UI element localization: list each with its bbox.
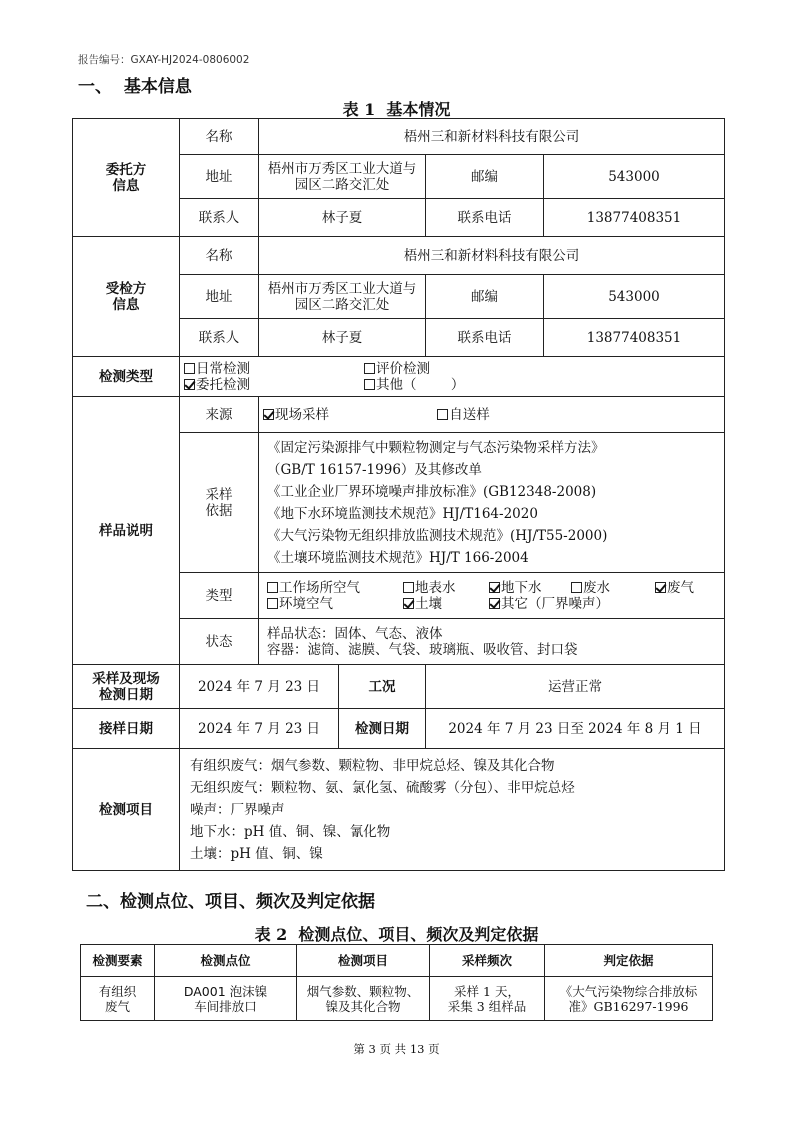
checkbox-icon (489, 598, 500, 609)
condition: 运营正常 (426, 665, 725, 709)
option-workplace-air: 工作场所空气 (267, 580, 403, 596)
inspected-name-label: 名称 (180, 237, 259, 275)
client-address: 梧州市万秀区工业大道与园区二路交汇处 (259, 155, 426, 199)
sample-type-options (259, 573, 725, 619)
cell-basis: 《大气污染物综合排放标 准》GB16297-1996 (545, 977, 713, 1021)
header-point: 检测点位 (155, 945, 297, 977)
basis-line: （GB/T 16157-1996）及其修改单 (267, 461, 482, 478)
test-item-line: 有组织废气：烟气参数、颗粒物、非甲烷总烃、镍及其化合物 (190, 757, 555, 774)
test-item-line: 土壤：pH 值、铜、镍 (190, 845, 323, 862)
option-wastewater: 废水 (571, 580, 655, 596)
source-options (259, 397, 725, 433)
table-2-title: 表 2 检测点位、项目、频次及判定依据 (254, 925, 539, 944)
checkbox-icon (403, 598, 414, 609)
test-item-line: 地下水：pH 值、铜、镍、氰化物 (190, 823, 391, 840)
option-onsite-sampling: 现场采样 (263, 407, 433, 423)
basis-line: 《地下水环境监测技术规范》HJ/T164-2020 (267, 505, 538, 522)
client-name-label: 名称 (180, 119, 259, 155)
sample-description-label: 样品说明 (73, 397, 180, 665)
header-basis: 判定依据 (545, 945, 713, 977)
inspected-contact-label: 联系人 (180, 319, 259, 357)
option-waste-gas: 废气 (655, 580, 715, 596)
basis-line: 《土壤环境监测技术规范》HJ/T 166-2004 (267, 549, 529, 566)
header-items: 检测项目 (297, 945, 430, 977)
sampling-basis (259, 433, 725, 573)
sample-state (259, 619, 725, 665)
sampling-basis-label: 采样 依据 (180, 433, 259, 573)
inspected-phone: 13877408351 (544, 319, 725, 357)
sample-type-label: 类型 (180, 573, 259, 619)
option-soil: 土壤 (403, 596, 489, 612)
checkbox-icon (263, 409, 274, 420)
checkbox-icon (267, 582, 278, 593)
test-item-line: 无组织废气：颗粒物、氨、氯化氢、硫酸雾（分包）、非甲烷总烃 (190, 779, 575, 796)
checkbox-icon (655, 582, 666, 593)
option-commissioned: 委托检测 (184, 377, 364, 393)
checkbox-icon (184, 379, 195, 390)
option-ambient-air: 环境空气 (267, 596, 403, 612)
client-phone: 13877408351 (544, 199, 725, 237)
cell-items: 烟气参数、颗粒物、 镍及其化合物 (297, 977, 430, 1021)
cell-point: DA001 泡沫镍 车间排放口 (155, 977, 297, 1021)
client-contact-label: 联系人 (180, 199, 259, 237)
condition-label: 工况 (339, 665, 426, 709)
page-footer: 第 3 页 共 13 页 (353, 1042, 440, 1056)
option-groundwater: 地下水 (489, 580, 571, 596)
checkbox-icon (489, 582, 500, 593)
client-address-label: 地址 (180, 155, 259, 199)
checkbox-icon (184, 363, 195, 374)
basis-line: 《工业企业厂界环境噪声排放标准》(GB12348-2008) (267, 483, 597, 500)
sample-state-label: 状态 (180, 619, 259, 665)
checkbox-icon (364, 363, 375, 374)
table-row (81, 977, 713, 1021)
monitoring-points-table (80, 944, 713, 1021)
checkbox-icon (403, 582, 414, 593)
basis-line: 《大气污染物无组织排放监测技术规范》(HJ/T55-2000) (267, 527, 608, 544)
option-evaluation: 评价检测 (364, 361, 544, 377)
header-element: 检测要素 (81, 945, 155, 977)
test-item-line: 噪声：厂界噪声 (190, 801, 285, 818)
client-zip-label: 邮编 (426, 155, 544, 199)
option-other: 其他（ ） (364, 377, 544, 393)
option-self-delivered: 自送样 (437, 407, 490, 423)
report-number: 报告编号：GXAY-HJ2024-0806002 (78, 54, 250, 66)
table-1-title: 表 1 基本情况 (342, 100, 451, 119)
client-name: 梧州三和新材料科技有限公司 (259, 119, 725, 155)
source-label: 来源 (180, 397, 259, 433)
cell-element: 有组织 废气 (81, 977, 155, 1021)
container-line: 容器：滤筒、滤膜、气袋、玻璃瓶、吸收管、封口袋 (267, 641, 578, 658)
header-frequency: 采样频次 (430, 945, 545, 977)
inspected-contact: 林子夏 (259, 319, 426, 357)
client-zip: 543000 (544, 155, 725, 199)
basic-info-table (72, 118, 725, 871)
option-surface-water: 地表水 (403, 580, 489, 596)
inspected-address-label: 地址 (180, 275, 259, 319)
test-items-label: 检测项目 (73, 749, 180, 871)
client-info-label: 委托方 信息 (73, 119, 180, 237)
receive-date-label: 接样日期 (73, 709, 180, 749)
basis-line: 《固定污染源排气中颗粒物测定与气态污染物采样方法》 (267, 439, 605, 456)
inspected-zip-label: 邮编 (426, 275, 544, 319)
sample-state-line: 样品状态：固体、气态、液体 (267, 625, 443, 642)
checkbox-icon (437, 409, 448, 420)
option-other-noise: 其它（厂界噪声） (489, 596, 715, 612)
checkbox-icon (571, 582, 582, 593)
test-date-label: 检测日期 (339, 709, 426, 749)
checkbox-icon (267, 598, 278, 609)
inspected-zip: 543000 (544, 275, 725, 319)
test-type-options (180, 357, 725, 397)
client-contact: 林子夏 (259, 199, 426, 237)
option-routine: 日常检测 (184, 361, 364, 377)
section-1-heading: 一、 基本信息 (78, 77, 192, 97)
test-date: 2024 年 7 月 23 日至 2024 年 8 月 1 日 (426, 709, 725, 749)
receive-date: 2024 年 7 月 23 日 (180, 709, 339, 749)
test-type-label: 检测类型 (73, 357, 180, 397)
inspected-name: 梧州三和新材料科技有限公司 (259, 237, 725, 275)
inspected-info-label: 受检方 信息 (73, 237, 180, 357)
inspected-address: 梧州市万秀区工业大道与园区二路交汇处 (259, 275, 426, 319)
test-items (180, 749, 725, 871)
sampling-date: 2024 年 7 月 23 日 (180, 665, 339, 709)
client-phone-label: 联系电话 (426, 199, 544, 237)
sampling-date-label: 采样及现场 检测日期 (73, 665, 180, 709)
checkbox-icon (364, 379, 375, 390)
section-2-heading: 二、检测点位、项目、频次及判定依据 (86, 892, 375, 912)
inspected-phone-label: 联系电话 (426, 319, 544, 357)
cell-frequency: 采样 1 天， 采集 3 组样品 (430, 977, 545, 1021)
